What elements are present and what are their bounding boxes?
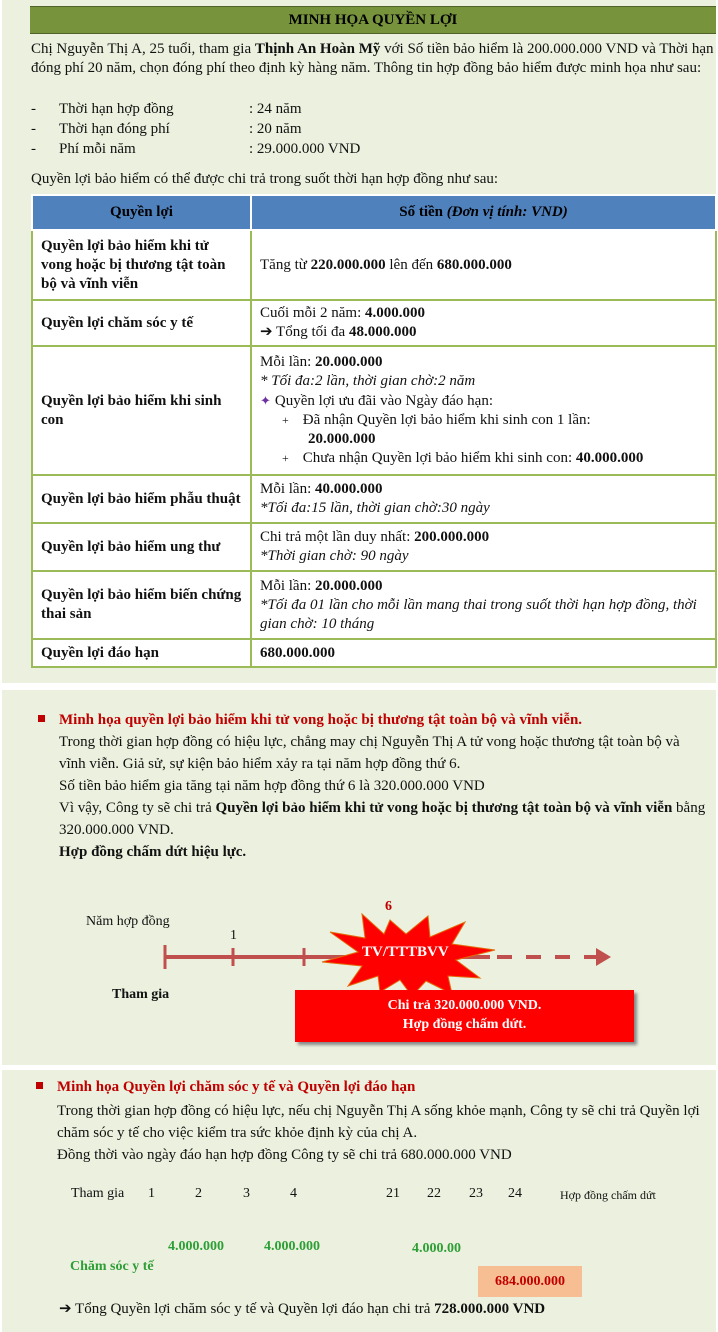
section-title: MINH HỌA QUYỀN LỢI — [30, 6, 716, 34]
total-value: 728.000.000 VND — [434, 1301, 546, 1317]
square-bullet-icon — [36, 1082, 43, 1089]
payout-line: Hợp đồng chấm dứt. — [402, 1017, 527, 1032]
amount-value: 200.000.000 — [414, 529, 490, 545]
amount-value: 40.000.000 — [315, 481, 383, 497]
join-label: Tham gia — [71, 1186, 125, 1201]
health-amount: 4.000.000 — [264, 1239, 320, 1254]
plus-bullet: + — [282, 413, 289, 427]
year-label: 21 — [386, 1186, 400, 1201]
paragraph-text: Vì vậy, Công ty sẽ chi trả — [59, 800, 216, 816]
amount-value: 48.000.000 — [348, 324, 417, 340]
benefit-name-health: Quyền lợi chăm sóc y tế — [32, 300, 251, 346]
premium-term-label: Thời hạn đóng phí — [59, 121, 170, 137]
amount-value: 680.000.000 — [260, 644, 335, 661]
year-label: 24 — [508, 1186, 522, 1201]
year-label: 22 — [427, 1186, 441, 1201]
health-amount: 4.000.00 — [412, 1241, 461, 1256]
amount-text: Mỗi lần: — [260, 354, 315, 370]
paragraph: Trong thời gian hợp đồng có hiệu lực, chẳng may chị Nguyễn Thị A tử vong hoặc thương tật toàn bộ và vĩnh viễn. Giả sử, sự kiện bảo hiểm xảy ra tại năm hợp đồng thứ 6. — [59, 734, 680, 772]
benefit-name-maturity: Quyền lợi đáo hạn — [32, 639, 251, 667]
amount-text: Tổng tối đa — [272, 324, 349, 340]
option-text: Chưa nhận Quyền lợi bảo hiểm khi sinh con: — [302, 450, 576, 466]
health-maturity-paragraphs — [57, 1100, 717, 1166]
benefit-note: * Tối đa:2 lần, thời gian chờ:2 năm — [260, 373, 476, 389]
health-care-label: Chăm sóc y tế — [70, 1259, 154, 1274]
payout-line: Chi trả 320.000.000 VND. — [387, 998, 542, 1013]
paragraph: Đồng thời vào ngày đáo hạn hợp đồng Công ty sẽ chi trả 680.000.000 VND — [57, 1147, 512, 1163]
header-benefit: Quyền lợi — [32, 195, 251, 230]
event-label: TV/TTTBVV — [362, 944, 449, 960]
benefit-name-death: Quyền lợi bảo hiểm khi tử vong hoặc bị thương tật toàn bộ và vĩnh viễn — [32, 230, 251, 300]
year-label: 4 — [290, 1186, 297, 1201]
intro-text-post: với Số tiền bảo hiểm là 200.000.000 VND và Thời hạn đóng phí 20 năm, chọn đóng phí theo định kỳ hàng năm. Thông tin hợp đồng bảo hiểm được minh họa như sau: — [31, 41, 714, 76]
year-1-label: 1 — [230, 928, 237, 943]
list-bullet: - — [31, 141, 36, 157]
arrow-right-icon: ➔ — [59, 1301, 72, 1317]
amount-text: Cuối mỗi 2 năm: — [260, 305, 365, 321]
benefit-note: *Thời gian chờ: 90 ngày — [260, 548, 409, 564]
year-label: 2 — [195, 1186, 202, 1201]
list-bullet: - — [31, 121, 36, 137]
arrow-right-icon: ➔ — [260, 324, 273, 340]
paragraph-text: bằng 320.000.000 VND. — [59, 800, 706, 838]
amount-value: 20.000.000 — [315, 354, 383, 370]
benefit-name-cancer: Quyền lợi bảo hiểm ung thư — [32, 523, 251, 571]
health-maturity-heading — [36, 1079, 415, 1096]
paragraph-bold-text: Quyền lợi bảo hiểm khi tử vong hoặc bị thương tật toàn bộ và vĩnh viễn — [215, 800, 673, 816]
amount-text: lên đến — [385, 256, 437, 273]
premium-term-value: : 20 năm — [249, 121, 302, 137]
contract-term-label: Thời hạn hợp đồng — [59, 101, 174, 117]
amount-value: 4.000.000 — [365, 305, 425, 321]
paragraph: Trong thời gian hợp đồng có hiệu lực, nếu chị Nguyễn Thị A sống khỏe mạnh, Công ty sẽ chi trả Quyền lợi chăm sóc y tế cho việc kiểm tra sức khỏe định kỳ của chị A. — [57, 1103, 700, 1141]
plus-bullet: + — [282, 451, 289, 465]
maturity-amount-box: 684.000.000 — [478, 1266, 582, 1297]
amount-text: Chi trả một lần duy nhất: — [260, 529, 415, 545]
option-value: 40.000.000 — [575, 450, 644, 466]
join-label: Tham gia — [112, 987, 170, 1002]
heading-text: Minh họa quyền lợi bảo hiểm khi tử vong hoặc bị thương tật toàn bộ và vĩnh viễn. — [59, 712, 583, 728]
annual-premium-label: Phí mỗi năm — [59, 141, 136, 157]
year-label: 3 — [243, 1186, 250, 1201]
heading-text: Minh họa Quyền lợi chăm sóc y tế và Quyền lợi đáo hạn — [57, 1079, 416, 1095]
benefit-name-surgery: Quyền lợi bảo hiểm phẫu thuật — [32, 475, 251, 523]
event-year-label: 6 — [385, 899, 392, 914]
amount-text: Mỗi lần: — [260, 577, 315, 594]
payout-callout — [295, 990, 634, 1042]
product-name: Thịnh An Hoàn Mỹ — [254, 41, 381, 57]
year-label: 23 — [469, 1186, 483, 1201]
intro-text-pre: Chị Nguyễn Thị A, 25 tuổi, tham gia — [31, 41, 255, 57]
amount-text: Tăng từ — [260, 256, 311, 273]
benefit-name-pregnancy: Quyền lợi bảo hiểm biến chứng thai sản — [32, 571, 251, 639]
header-amount-label: Số tiền — [399, 204, 447, 220]
paragraph: Hợp đồng chấm dứt hiệu lực. — [59, 844, 247, 860]
contract-end-label: Hợp đồng chấm dứt — [560, 1188, 656, 1202]
maturity-bonus-title: Quyền lợi ưu đãi vào Ngày đáo hạn: — [274, 393, 493, 409]
option-value: 20.000.000 — [308, 431, 376, 447]
option-text: Đã nhận Quyền lợi bảo hiểm khi sinh con 1 lần: — [302, 412, 591, 428]
benefit-note: *Tối đa:15 lần, thời gian chờ:30 ngày — [260, 500, 490, 516]
amount-text: Mỗi lần: — [260, 481, 315, 497]
amount-value: 220.000.000 — [310, 256, 386, 273]
benefit-note: *Tối đa 01 lần cho mỗi lần mang thai trong suốt thời hạn hợp đồng, thời gian chờ: 10 tháng — [260, 596, 697, 632]
list-bullet: - — [31, 101, 36, 117]
total-benefit-line — [59, 1298, 545, 1320]
table-caption: Quyền lợi bảo hiểm có thể được chi trả trong suốt thời hạn hợp đồng như sau: — [31, 171, 499, 187]
star-bullet-icon: ✦ — [260, 393, 271, 408]
arrow-head-icon — [596, 948, 611, 966]
header-amount-unit: (Đơn vị tính: VND) — [446, 204, 568, 220]
paragraph: Số tiền bảo hiểm gia tăng tại năm hợp đồng thứ 6 là 320.000.000 VND — [59, 778, 485, 794]
health-amount: 4.000.000 — [168, 1239, 224, 1254]
amount-value: 680.000.000 — [436, 256, 512, 273]
contract-year-label: Năm hợp đồng — [86, 914, 170, 929]
contract-term-value: : 24 năm — [249, 101, 302, 117]
total-text: Tổng Quyền lợi chăm sóc y tế và Quyền lợi đáo hạn chi trả — [71, 1301, 435, 1317]
benefit-name-birth: Quyền lợi bảo hiểm khi sinh con — [32, 346, 251, 475]
amount-value: 20.000.000 — [315, 577, 383, 594]
annual-premium-value: : 29.000.000 VND — [249, 141, 361, 157]
year-label: 1 — [148, 1186, 155, 1201]
